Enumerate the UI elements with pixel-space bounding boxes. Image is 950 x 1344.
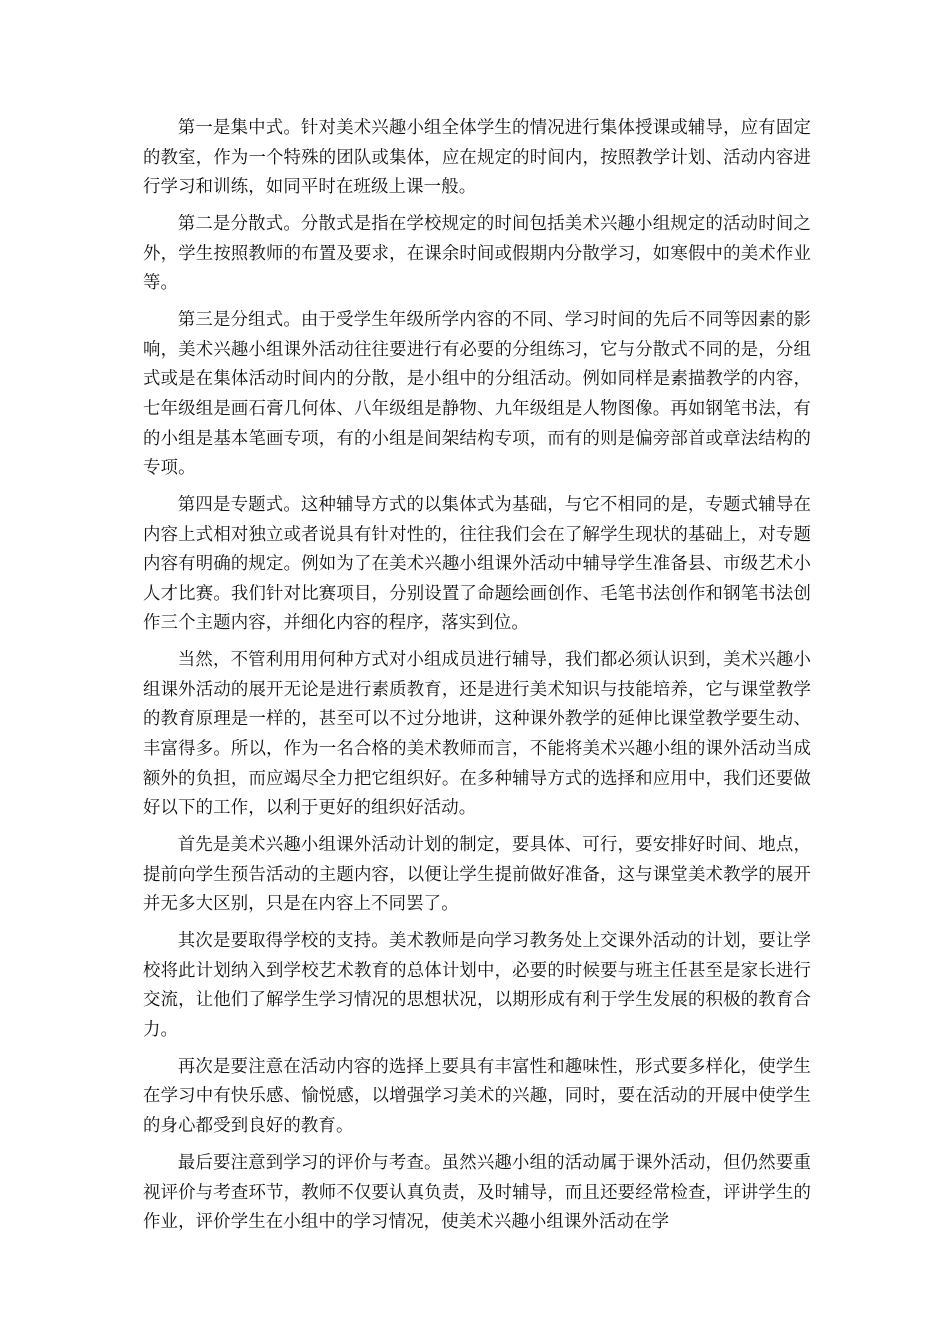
paragraph-dispersed-mode: 第二是分散式。分散式是指在学校规定的时间包括美术兴趣小组规定的活动时间之外，学生按照教师的布置及要求，在课余时间或假期内分散学习，如寒假中的美术作业等。 bbox=[143, 214, 811, 294]
paragraph-first-plan: 首先是美术兴趣小组课外活动计划的制定，要具体、可行，要安排好时间、地点，提前向学生预告活动的主题内容，以便让学生提前做好准备，这与课堂美术教学的展开并无多大区别，只是在内容上不同罢了。 bbox=[143, 835, 811, 915]
paragraph-awareness: 当然，不管利用用何种方式对小组成员进行辅导，我们都必须认识到，美术兴趣小组课外活动的展开无论是进行素质教育，还是进行美术知识与技能培养，它与课堂教学的教育原理是一样的，甚至可以不过分地讲，这种课外教学的延伸比课堂教学要生动、丰富得多。所以，作为一名合格的美术教师而言，不能将美术兴趣小组的课外活动当成额外的负担，而应竭尽全力把它组织好。在多种辅导方式的选择和应用中，我们还要做好以下的工作，以利于更好的组织好活动。 bbox=[143, 650, 811, 819]
paragraph-concentrated-mode: 第一是集中式。针对美术兴趣小组全体学生的情况进行集体授课或辅导，应有固定的教室，作为一个特殊的团队或集体，应在规定的时间内，按照教学计划、活动内容进行学习和训练，如同平时在班级上课一般。 bbox=[143, 118, 811, 198]
paragraph-second-support: 其次是要取得学校的支持。美术教师是向学习教务处上交课外活动的计划，要让学校将此计划纳入到学校艺术教育的总体计划中，必要的时候要与班主任甚至是家长进行交流，让他们了解学生学习情况的思想状况，以期形成有利于学生发展的积极的教育合力。 bbox=[143, 931, 811, 1040]
paragraph-last-evaluation: 最后要注意到学习的评价与考查。虽然兴趣小组的活动属于课外活动，但仍然要重视评价与考查环节，教师不仅要认真负责，及时辅导，而且还要经常检查，评讲学生的作业，评价学生在小组中的学习情况，使美术兴趣小组课外活动在学 bbox=[143, 1152, 811, 1233]
document-body bbox=[143, 114, 811, 1245]
paragraph-third-content: 再次是要注意在活动内容的选择上要具有丰富性和趣味性，形式要多样化，使学生在学习中有快乐感、愉悦感，以增强学习美术的兴趣，同时，要在活动的开展中使学生的身心都受到良好的教育。 bbox=[143, 1056, 811, 1137]
paragraph-topic-mode: 第四是专题式。这种辅导方式的以集体式为基础，与它不相同的是，专题式辅导在内容上式相对独立或者说具有针对性的，往往我们会在了解学生现状的基础上，对专题内容有明确的规定。例如为了在美术兴趣小组课外活动中辅导学生准备县、市级艺术小人才比赛。我们针对比赛项目，分别设置了命题绘画创作、毛笔书法创作和钢笔书法创作三个主题内容，并细化内容的程序，落实到位。 bbox=[143, 495, 811, 634]
paragraph-group-mode: 第三是分组式。由于受学生年级所学内容的不同、学习时间的先后不同等因素的影响，美术兴趣小组课外活动往往要进行有必要的分组练习，它与分散式不同的是，分组式或是在集体活动时间内的分散，是小组中的分组活动。例如同样是素描教学的内容，七年级组是画石膏几何体、八年级组是静物、九年级组是人物图像。再如钢笔书法，有的小组是基本笔画专项，有的小组是间架结构专项，而有的则是偏旁部首或章法结构的专项。 bbox=[143, 310, 811, 479]
